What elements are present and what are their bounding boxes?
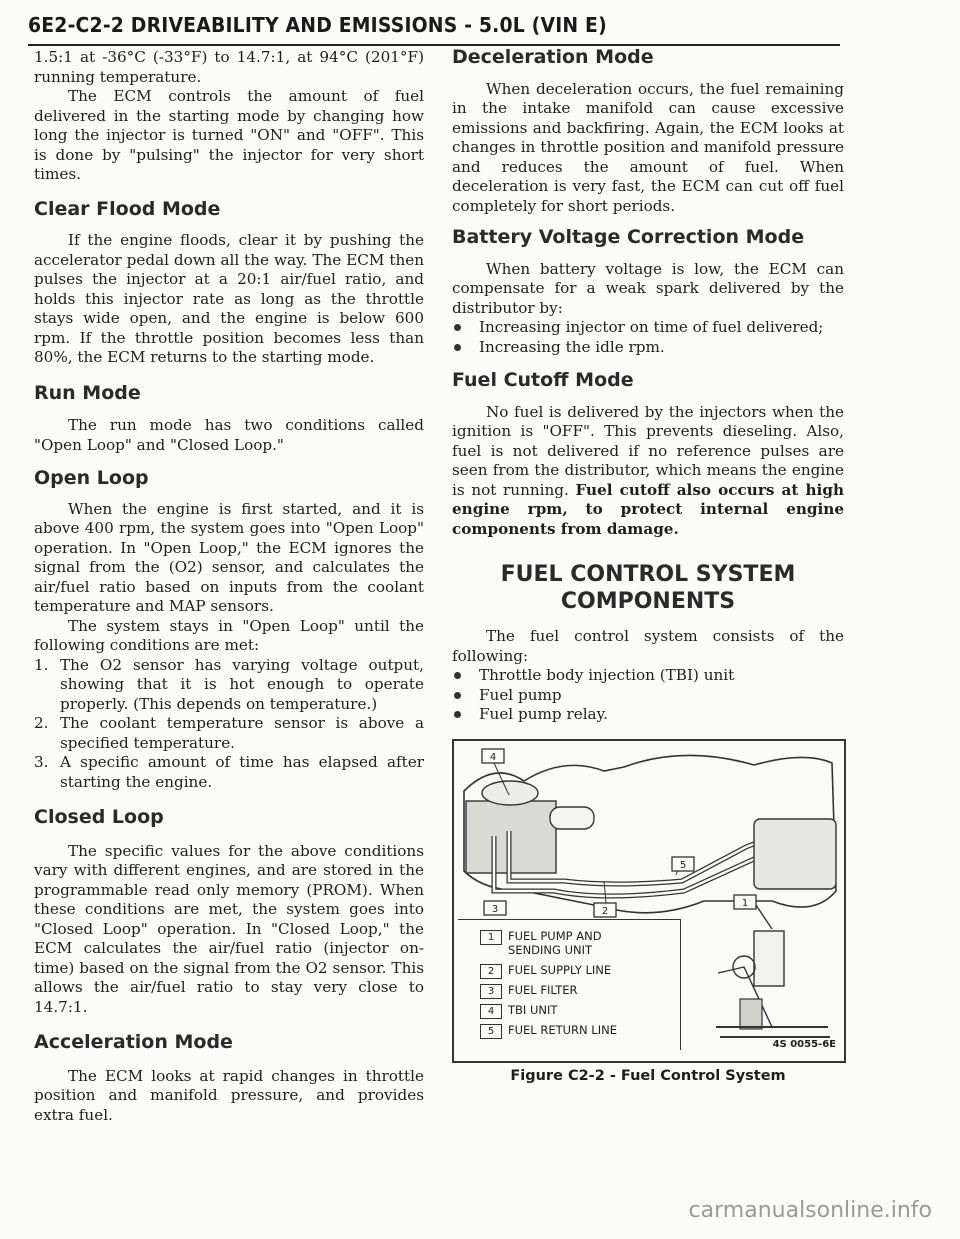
left-column xyxy=(34,48,424,1125)
paragraph: No fuel is delivered by the injectors when the ignition is "OFF". This prevents dieseling. Also, fuel is not delivered if no reference pulses are seen from the distributor, which means the engine is not running. Fuel cutoff also occurs at high engine rpm, to protect internal engine components from damage. xyxy=(452,402,844,538)
figure-code: 4S 0055-6E xyxy=(772,1039,836,1050)
paragraph: The specific values for the above conditions vary with different engines, and are stored in the programmable read only memory (PROM). When these conditions are met, the system goes into "Closed Loop" operation. In "Closed Loop," the ECM calculates the air/fuel ratio (injector on-time) based on the signal from the O2 sensor. This allows the air/fuel ratio to stay very close to 14.7:1. xyxy=(34,841,424,1016)
figure-legend: 1 FUEL PUMP AND SENDING UNIT 2 FUEL SUPPLY LINE 3 FUEL FILTER 4 TBI UNIT 5 FUEL RETURN LINE xyxy=(458,919,681,1050)
page-header xyxy=(28,4,840,46)
right-column xyxy=(452,48,844,1086)
paragraph: The run mode has two conditions called "Open Loop" and "Closed Loop." xyxy=(34,416,424,454)
paragraph: The fuel control system consists of the following: xyxy=(452,627,844,665)
paragraph: 1.5:1 at -36°C (-33°F) to 14.7:1, at 94°C (201°F) running temperature. xyxy=(34,48,424,86)
list-item: 3. A specific amount of time has elapsed after starting the engine. xyxy=(34,753,424,791)
section-heading: Fuel Cutoff Mode xyxy=(452,369,634,391)
list-item: Throttle body injection (TBI) unit xyxy=(452,666,844,686)
section-heading: Clear Flood Mode xyxy=(34,197,221,220)
paragraph: When deceleration occurs, the fuel remaining in the intake manifold can cause excessive emissions and backfiring. Again, the ECM looks at changes in throttle position and manifold pressure and reduces the amount of fuel. When deceleration is very fast, the ECM can cut off fuel completely for short periods. xyxy=(452,79,844,215)
bullet-list xyxy=(452,666,844,725)
conditions-list xyxy=(34,656,424,793)
section-heading: Run Mode xyxy=(34,381,141,404)
callout-label: 1 xyxy=(741,897,749,909)
callout-label: 4 xyxy=(489,751,497,763)
section-heading: Closed Loop xyxy=(34,806,164,828)
paragraph: When the engine is first started, and it is above 400 rpm, the system goes into "Open Loop" operation. In "Open Loop," the ECM ignores the signal from the (O2) sensor, and calculates the air/fuel ratio based on inputs from the coolant temperature and MAP sensors. xyxy=(34,499,424,615)
fuel-control-figure xyxy=(452,739,846,1063)
paragraph: The ECM looks at rapid changes in throttle position and manifold pressure, and provides extra fuel. xyxy=(34,1066,424,1124)
callout-label: 3 xyxy=(491,903,499,915)
callout-label: 2 xyxy=(601,905,609,917)
bullet-list xyxy=(452,318,844,357)
list-item: 2. The coolant temperature sensor is above a specified temperature. xyxy=(34,714,424,752)
section-heading: Battery Voltage Correction Mode xyxy=(452,226,805,248)
paragraph: The system stays in "Open Loop" until the following conditions are met: xyxy=(34,616,424,654)
page-title: 6E2-C2-2 DRIVEABILITY AND EMISSIONS - 5.0L (VIN E) xyxy=(28,13,607,37)
list-item: Fuel pump xyxy=(452,686,844,706)
list-item: Increasing injector on time of fuel delivered; xyxy=(452,318,844,338)
paragraph: When battery voltage is low, the ECM can compensate for a weak spark delivered by the distributor by: xyxy=(452,259,844,317)
bold-text: Fuel cutoff also occurs at high engine rpm, to protect internal engine components from damage. xyxy=(452,480,844,538)
callout-label: 5 xyxy=(679,859,687,871)
paragraph: The ECM controls the amount of fuel delivered in the starting mode by changing how long the injector is turned "ON" and "OFF". This is done by "pulsing" the injector for very short times. xyxy=(34,87,424,183)
section-heading: Acceleration Mode xyxy=(34,1031,233,1053)
section-heading: Deceleration Mode xyxy=(452,46,654,68)
list-item: Increasing the idle rpm. xyxy=(452,338,844,358)
figure-caption: Figure C2-2 - Fuel Control System xyxy=(510,1067,786,1084)
section-heading: Open Loop xyxy=(34,467,149,489)
list-item: 1. The O2 sensor has varying voltage output, showing that it is hot enough to operate properly. (This depends on temperature.) xyxy=(34,655,424,713)
list-item: Fuel pump relay. xyxy=(452,705,844,725)
paragraph: If the engine floods, clear it by pushing the accelerator pedal down all the way. The ECM then pulses the injector at a 20:1 air/fuel ratio, and holds this injector rate as long as the throttle stays wide open, and the engine is below 600 rpm. If the throttle position becomes less than 80%, the ECM returns to the starting mode. xyxy=(34,231,424,366)
watermark: carmanualsonline.info xyxy=(688,1198,932,1223)
components-heading: FUEL CONTROL SYSTEM COMPONENTS xyxy=(500,562,796,614)
